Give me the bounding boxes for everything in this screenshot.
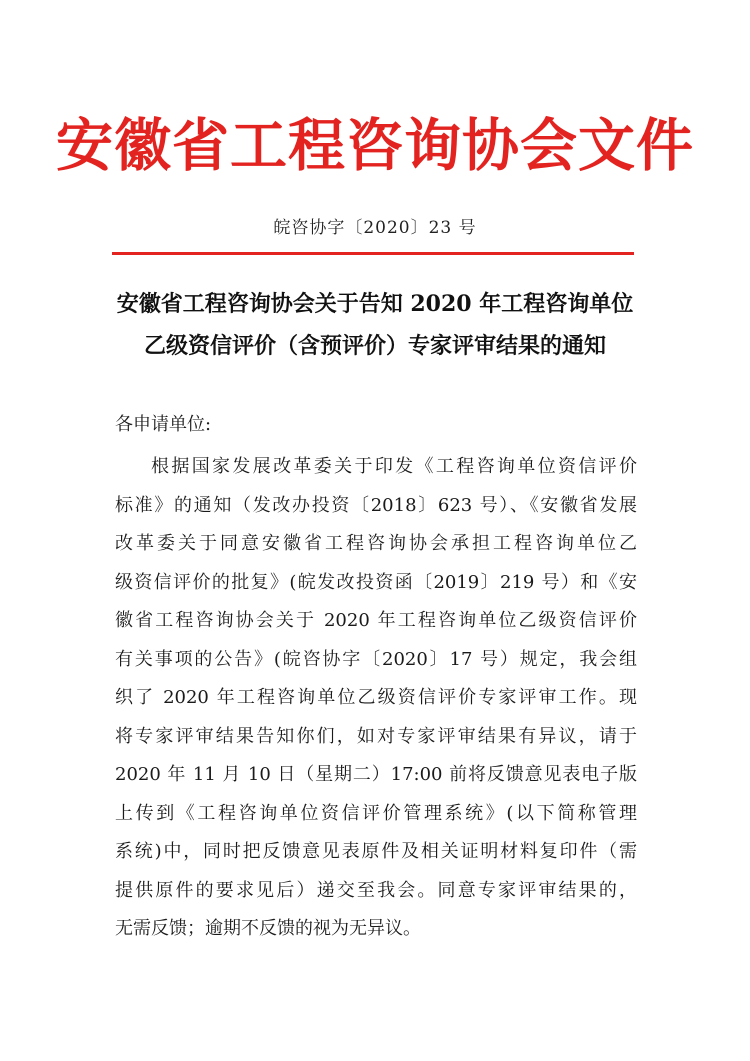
masthead-title: 安徽省工程咨询协会文件: [56, 112, 694, 179]
body-line: 将专家评审结果告知你们，如对专家评审结果有异议，请于: [115, 725, 637, 747]
body-line: 2020 年 11 月 10 日（星期二）17:00 前将反馈意见表电子版: [115, 764, 637, 785]
body-line: 根据国家发展改革委关于印发《工程咨询单位资信评价: [151, 456, 637, 477]
body-line: 级资信评价的批复》(皖发改投资函〔2019〕219 号）和《安: [115, 571, 637, 593]
notice-title: [80, 283, 670, 367]
body-line: 标准》的通知（发改办投资〔2018〕623 号）、《安徽省发展: [115, 494, 637, 516]
body-line: 提供原件的要求见后）递交至我会。同意专家评审结果的，: [115, 879, 637, 901]
body-line: 织了 2020 年工程咨询单位乙级资信评价专家评审工作。现: [115, 687, 637, 708]
body-line: 徽省工程咨询协会关于 2020 年工程咨询单位乙级资信评价: [115, 610, 637, 631]
document-number: 皖咨协字〔2020〕23 号: [273, 218, 477, 238]
body-paragraph: [115, 448, 637, 949]
salutation: 各申请单位:: [115, 414, 212, 435]
body-line: 上传到《工程咨询单位资信评价管理系统》(以下简称管理: [115, 802, 637, 824]
body-line: 系统)中，同时把反馈意见表原件及相关证明材料复印件（需: [115, 841, 637, 862]
notice-title-line-2: 乙级资信评价（含预评价）专家评审结果的通知: [143, 333, 606, 359]
notice-title-line-1: 安徽省工程咨询协会关于告知 2020 年工程咨询单位: [116, 291, 634, 317]
body-line: 改革委关于同意安徽省工程咨询协会承担工程咨询单位乙: [115, 533, 637, 554]
body-line: 有关事项的公告》(皖咨协字〔2020〕17 号）规定，我会组: [115, 648, 637, 670]
body-line: 无需反馈；逾期不反馈的视为无异议。: [115, 918, 421, 939]
red-divider-rule: [112, 252, 634, 255]
